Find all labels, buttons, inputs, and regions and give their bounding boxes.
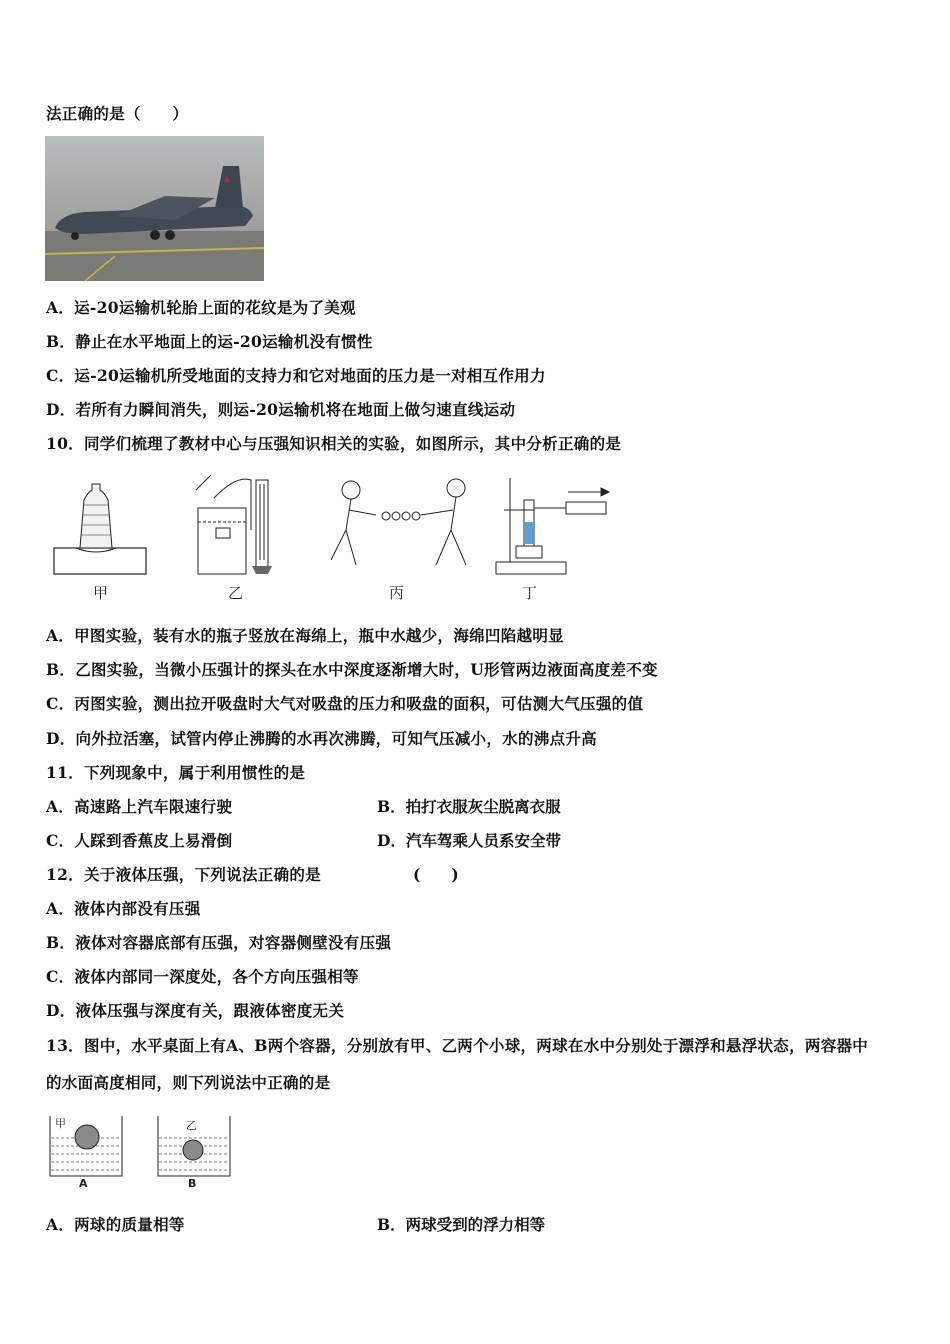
q12-option-b: B．液体对容器底部有压强，对容器侧壁没有压强 xyxy=(46,933,392,952)
q13-option-a: A．两球的质量相等 xyxy=(46,1215,185,1234)
q13-containers-figure xyxy=(46,1114,246,1194)
figure-label-bing: 丙 xyxy=(389,584,405,602)
q9-stem-tail: 法正确的是（ ） xyxy=(46,104,189,123)
q13-stem-line2: 的水面高度相同，则下列说法中正确的是 xyxy=(46,1073,331,1092)
q9-option-c: C．运-20运输机所受地面的支持力和它对地面的压力是一对相互作用力 xyxy=(46,366,546,385)
q10-option-a: A．甲图实验，装有水的瓶子竖放在海绵上，瓶中水越少，海绵凹陷越明显 xyxy=(46,626,564,645)
q9-option-d: D．若所有力瞬间消失，则运-20运输机将在地面上做匀速直线运动 xyxy=(46,400,516,419)
q9-option-b: B．静止在水平地面上的运-20运输机没有惯性 xyxy=(46,332,373,351)
pressure-gauge-figure xyxy=(196,475,272,574)
q11-option-b: B．拍打衣服灰尘脱离衣服 xyxy=(377,797,561,816)
q13-option-b: B．两球受到的浮力相等 xyxy=(377,1215,546,1234)
q11-option-c: C．人踩到香蕉皮上易滑倒 xyxy=(46,831,233,850)
q11-option-d: D．汽车驾乘人员系安全带 xyxy=(377,831,561,850)
q12-answer-paren: ( ) xyxy=(413,865,459,884)
bottle-on-sponge-figure xyxy=(54,484,146,574)
q12-option-d: D．液体压强与深度有关，跟液体密度无关 xyxy=(46,1001,345,1020)
q13-stem-line1: 13．图中，水平桌面上有A、B两个容器，分别放有甲、乙两个小球，两球在水中分别处于漂浮和悬浮状态，两容器中 xyxy=(46,1036,869,1055)
q10-stem: 10．同学们梳理了教材中心与压强知识相关的实验，如图所示，其中分析正确的是 xyxy=(46,434,622,453)
suction-cup-pull-figure xyxy=(331,479,466,565)
q10-option-b: B．乙图实验，当微小压强计的探头在水中深度逐渐增大时，U形管两边液面高度差不变 xyxy=(46,660,658,679)
q11-stem: 11．下列现象中，属于利用惯性的是 xyxy=(46,763,306,782)
transport-plane-photo xyxy=(45,136,264,281)
q12-option-c: C．液体内部同一深度处，各个方向压强相等 xyxy=(46,967,359,986)
container-label-b: B xyxy=(188,1177,197,1190)
figure-label-ding: 丁 xyxy=(522,584,538,602)
boiling-water-syringe-figure xyxy=(496,478,609,574)
q11-option-a: A．高速路上汽车限速行驶 xyxy=(46,797,233,816)
q10-figures xyxy=(46,470,626,580)
q12-option-a: A．液体内部没有压强 xyxy=(46,899,201,918)
q10-option-c: C．丙图实验，测出拉开吸盘时大气对吸盘的压力和吸盘的面积，可估测大气压强的值 xyxy=(46,694,644,713)
figure-label-yi: 乙 xyxy=(228,584,244,602)
q9-option-a: A．运-20运输机轮胎上面的花纹是为了美观 xyxy=(46,298,356,317)
ball-label-yi: 乙 xyxy=(186,1119,197,1132)
figure-label-jia: 甲 xyxy=(93,584,109,602)
ball-label-jia: 甲 xyxy=(55,1117,66,1130)
container-label-a: A xyxy=(79,1177,88,1190)
q12-stem: 12．关于液体压强，下列说法正确的是 xyxy=(46,865,321,884)
q10-option-d: D．向外拉活塞，试管内停止沸腾的水再次沸腾，可知气压减小，水的沸点升高 xyxy=(46,729,597,748)
